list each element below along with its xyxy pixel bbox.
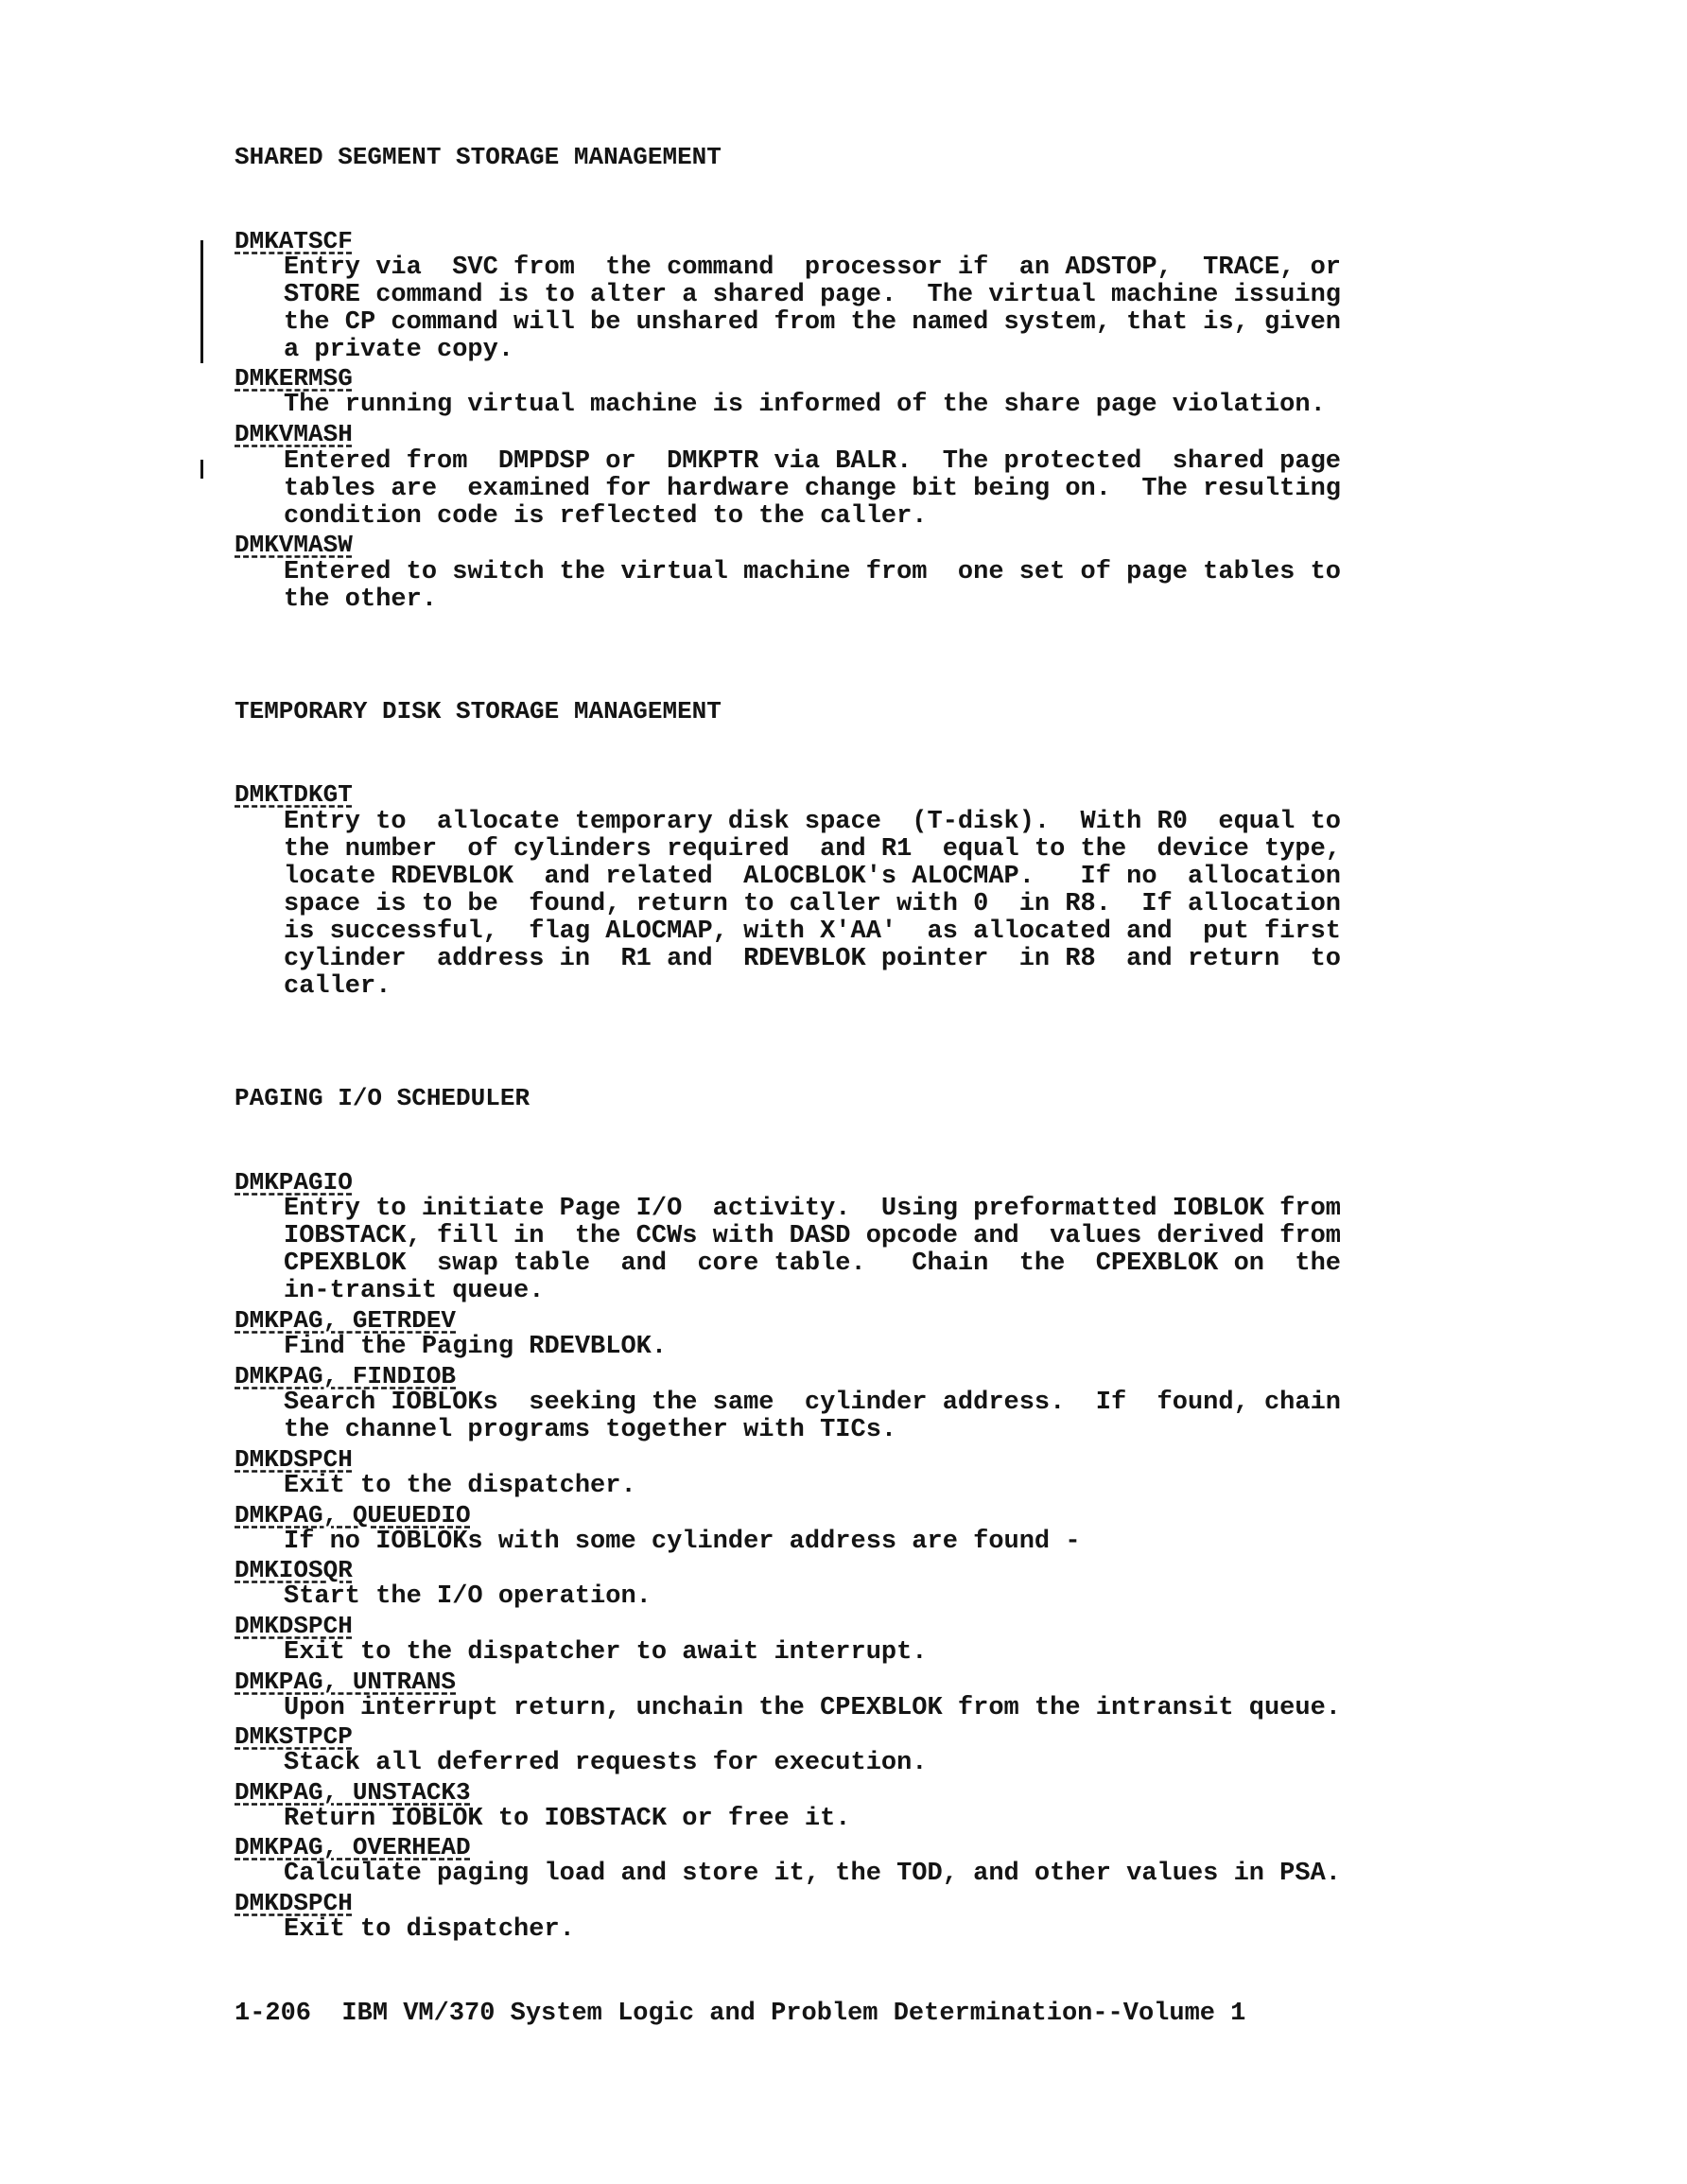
- entry-line: the CP command will be unshared from the named system, that is, given: [284, 308, 1341, 337]
- entry-line: tables are examined for hardware change bit being on. The resulting: [284, 475, 1341, 503]
- entry-line: Find the Paging RDEVBLOK.: [284, 1333, 668, 1361]
- entry-label: DMKERMSG: [235, 364, 353, 393]
- revision-bar: [200, 240, 203, 363]
- entry-label: DMKPAG, UNSTACK3: [235, 1778, 471, 1807]
- revision-bar: [200, 460, 203, 479]
- entry-line: Search IOBLOKs seeking the same cylinder address. If found, chain: [284, 1389, 1341, 1417]
- entry-line: the other.: [284, 585, 438, 614]
- section-heading-paging-io: PAGING I/O SCHEDULER: [235, 1084, 530, 1112]
- entry-line: IOBSTACK, fill in the CCWs with DASD opcode and values derived from: [284, 1222, 1341, 1250]
- entry-label: DMKPAG, QUEUEDIO: [235, 1501, 471, 1529]
- entry-line: in-transit queue.: [284, 1277, 545, 1305]
- entry-line: a private copy.: [284, 336, 514, 364]
- entry-label: DMKTDKGT: [235, 780, 353, 809]
- section-heading-temporary-disk: TEMPORARY DISK STORAGE MANAGEMENT: [235, 697, 722, 725]
- entry-line: Start the I/O operation.: [284, 1582, 652, 1611]
- entry-line: If no IOBLOKs with some cylinder address are found -: [284, 1528, 1081, 1556]
- entry-line: locate RDEVBLOK and related ALOCBLOK's ALOCMAP. If no allocation: [284, 863, 1341, 891]
- entry-label: DMKPAGIO: [235, 1168, 353, 1197]
- entry-line: caller.: [284, 972, 391, 1001]
- entry-label: DMKVMASH: [235, 420, 353, 448]
- entry-line: Upon interrupt return, unchain the CPEXBLOK from the intransit queue.: [284, 1694, 1341, 1722]
- entry-line: the channel programs together with TICs.: [284, 1416, 897, 1444]
- entry-label: DMKPAG, OVERHEAD: [235, 1833, 471, 1861]
- entry-line: STORE command is to alter a shared page. The virtual machine issuing: [284, 281, 1341, 309]
- entry-line: The running virtual machine is informed of the share page violation.: [284, 391, 1326, 419]
- entry-line: space is to be found, return to caller with 0 in R8. If allocation: [284, 890, 1341, 918]
- entry-label: DMKSTPCP: [235, 1722, 353, 1751]
- entry-line: the number of cylinders required and R1 equal to the device type,: [284, 835, 1341, 864]
- entry-line: Exit to the dispatcher to await interrupt.: [284, 1638, 928, 1667]
- entry-line: CPEXBLOK swap table and core table. Chain the CPEXBLOK on the: [284, 1249, 1341, 1278]
- entry-label: DMKDSPCH: [235, 1445, 353, 1474]
- entry-line: condition code is reflected to the caller.: [284, 502, 928, 531]
- entry-label: DMKDSPCH: [235, 1889, 353, 1917]
- entry-label: DMKPAG, FINDIOB: [235, 1362, 457, 1390]
- entry-line: is successful, flag ALOCMAP, with X'AA' as allocated and put first: [284, 917, 1341, 946]
- entry-line: cylinder address in R1 and RDEVBLOK pointer in R8 and return to: [284, 945, 1341, 973]
- entry-line: Exit to dispatcher.: [284, 1915, 575, 1944]
- entry-line: Exit to the dispatcher.: [284, 1472, 636, 1500]
- entry-line: Stack all deferred requests for execution.: [284, 1749, 928, 1777]
- entry-line: Entry via SVC from the command processor if an ADSTOP, TRACE, or: [284, 253, 1341, 282]
- entry-line: Entered to switch the virtual machine from one set of page tables to: [284, 558, 1341, 586]
- entry-label: DMKDSPCH: [235, 1612, 353, 1640]
- entry-line: Entry to initiate Page I/O activity. Using preformatted IOBLOK from: [284, 1195, 1341, 1223]
- entry-line: Calculate paging load and store it, the TOD, and other values in PSA.: [284, 1860, 1341, 1888]
- entry-line: Return IOBLOK to IOBSTACK or free it.: [284, 1805, 851, 1833]
- page-footer: 1-206 IBM VM/370 System Logic and Problem Determination--Volume 1: [235, 2000, 1246, 2028]
- entry-line: Entry to allocate temporary disk space (T-disk). With R0 equal to: [284, 808, 1341, 836]
- entry-label: DMKIOSQR: [235, 1556, 353, 1584]
- entry-label: DMKVMASW: [235, 531, 353, 559]
- entry-label: DMKPAG, GETRDEV: [235, 1306, 457, 1335]
- entry-label: DMKPAG, UNTRANS: [235, 1668, 457, 1696]
- entry-label: DMKATSCF: [235, 227, 353, 255]
- entry-line: Entered from DMPDSP or DMKPTR via BALR. The protected shared page: [284, 447, 1341, 476]
- section-heading-shared-segment: SHARED SEGMENT STORAGE MANAGEMENT: [235, 143, 722, 171]
